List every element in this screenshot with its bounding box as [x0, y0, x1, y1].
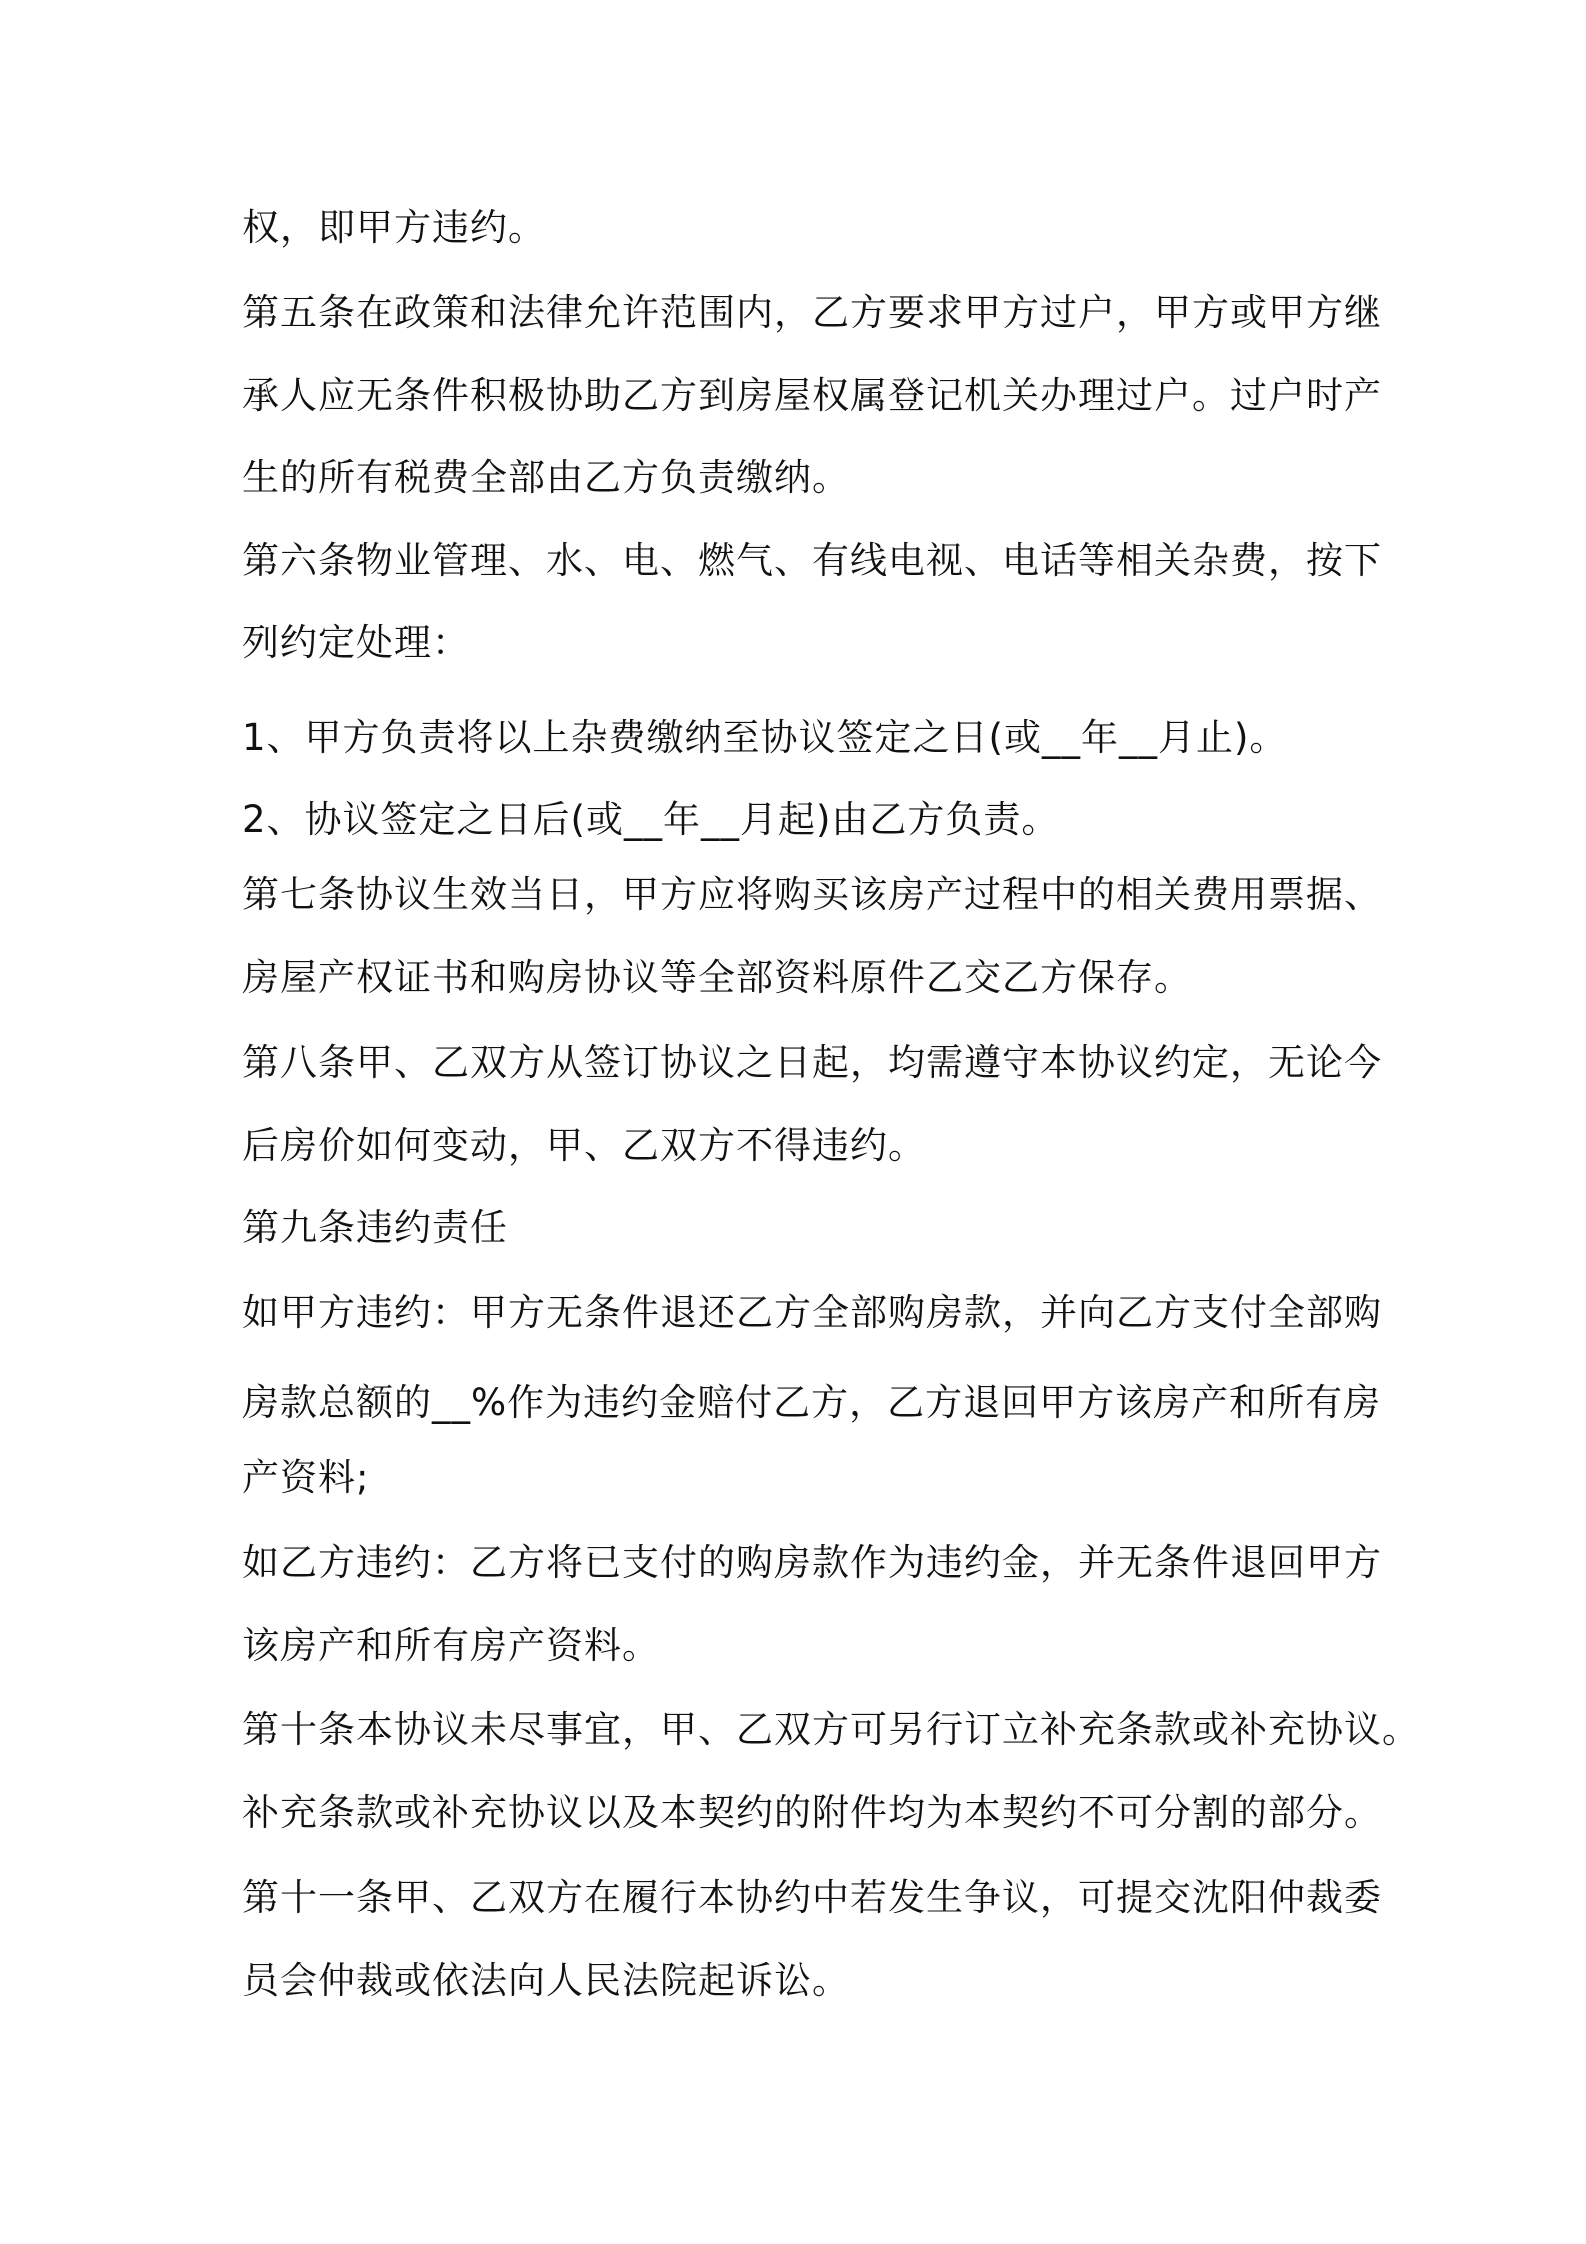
text-line: 第六条物业管理、水、电、燃气、有线电视、电话等相关杂费，按下: [242, 539, 1382, 582]
text-line: 产资料;: [242, 1456, 370, 1499]
text-line: 承人应无条件积极协助乙方到房屋权属登记机关办理过户。过户时产: [242, 374, 1382, 417]
text-line: 如甲方违约：甲方无条件退还乙方全部购房款，并向乙方支付全部购: [242, 1291, 1382, 1334]
text-line: 第七条协议生效当日，甲方应将购买该房产过程中的相关费用票据、: [242, 873, 1382, 916]
text-line: 2、协议签定之日后(或__年__月起)由乙方负责。: [242, 798, 1060, 841]
text-line: 第八条甲、乙双方从签订协议之日起，均需遵守本协议约定，无论今: [242, 1041, 1382, 1084]
text-line: 第五条在政策和法律允许范围内，乙方要求甲方过户，甲方或甲方继: [242, 291, 1382, 334]
text-line: 1、甲方负责将以上杂费缴纳至协议签定之日(或__年__月止)。: [242, 716, 1288, 759]
text-line: 列约定处理：: [242, 621, 470, 664]
text-line: 权，即甲方违约。: [242, 206, 546, 249]
text-line: 补充条款或补充协议以及本契约的附件均为本契约不可分割的部分。: [242, 1791, 1382, 1834]
text-line: 该房产和所有房产资料。: [242, 1624, 660, 1667]
text-line: 如乙方违约：乙方将已支付的购房款作为违约金，并无条件退回甲方: [242, 1541, 1382, 1584]
text-line: 生的所有税费全部由乙方负责缴纳。: [242, 456, 850, 499]
text-line: 员会仲裁或依法向人民法院起诉讼。: [242, 1959, 850, 2002]
text-line: 后房价如何变动，甲、乙双方不得违约。: [242, 1124, 926, 1167]
text-line: 第十一条甲、乙双方在履行本协约中若发生争议，可提交沈阳仲裁委: [242, 1876, 1382, 1919]
text-line: 房款总额的__%作为违约金赔付乙方，乙方退回甲方该房产和所有房: [242, 1381, 1382, 1424]
text-line: 第十条本协议未尽事宜，甲、乙双方可另行订立补充条款或补充协议。: [242, 1708, 1420, 1751]
text-line: 第九条违约责任: [242, 1206, 508, 1249]
text-line: 房屋产权证书和购房协议等全部资料原件乙交乙方保存。: [242, 956, 1192, 999]
